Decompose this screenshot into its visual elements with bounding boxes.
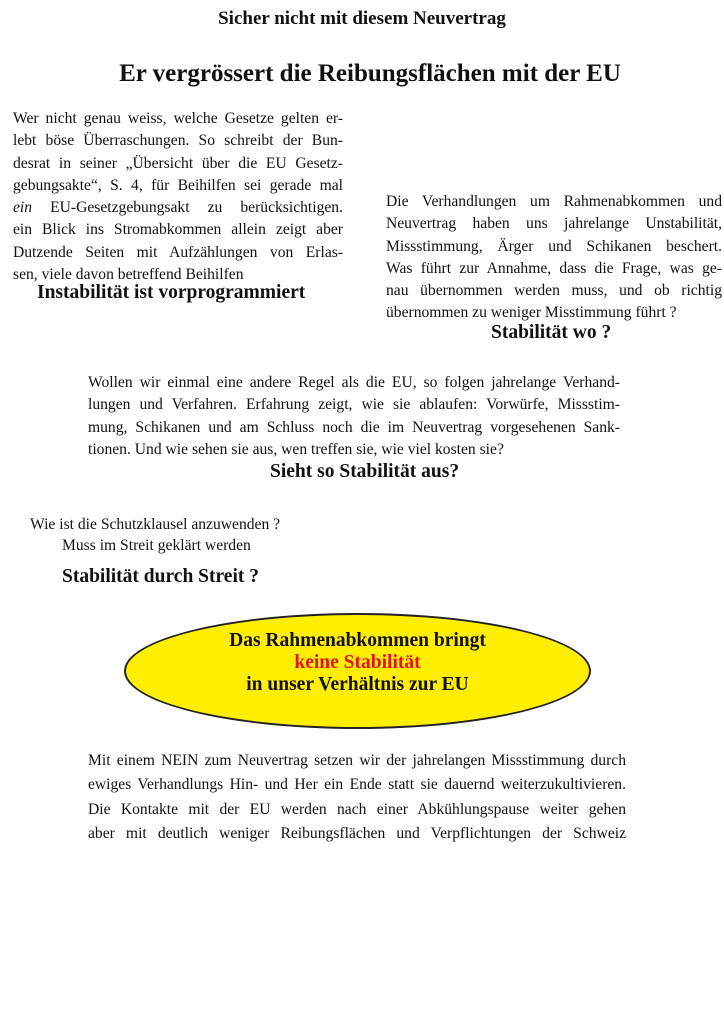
paragraph-line: Dutzende Seiten mit Aufzählungen von Erlas- <box>13 243 343 261</box>
paragraph-line: sen, viele davon betreffend Beihilfen <box>13 266 244 284</box>
paragraph-line: lungen und Verfahren. Erfahrung zeigt, wie sie ablaufen: Vorwürfe, Missstim- <box>88 396 620 414</box>
callout-line-3: in unser Verhältnis zur EU <box>246 674 469 695</box>
paragraph-line: Wollen wir einmal eine andere Regel als die EU, so folgen jahrelange Verhand- <box>88 374 620 391</box>
intro-paragraph <box>13 108 343 286</box>
paragraph-line: nau übernommen werden muss, und ob richtig <box>386 282 722 300</box>
paragraph-line: ein Blick ins Stromabkommen allein zeigt aber <box>13 221 343 239</box>
paragraph-line: Die Kontakte mit der EU werden nach einer Abkühlungspause weiter gehen <box>88 800 626 818</box>
paragraph-line: Neuvertrag haben uns jahrelange Unstabilität, <box>386 215 722 233</box>
paragraph-line: aber mit deutlich weniger Reibungsflächen und Verpflichtungen der Schweiz <box>88 824 626 842</box>
paragraph-line: mung, Schikanen und am Schluss noch die im Neuvertrag vorgesehenen Sank- <box>88 418 620 436</box>
protection-clause-question: Wie ist die Schutzklausel anzuwenden ? <box>30 516 281 533</box>
rules-paragraph <box>88 372 620 461</box>
paragraph-line: Wer nicht genau weiss, welche Gesetze gelten er- <box>13 110 343 127</box>
conclusion-paragraph <box>88 749 626 846</box>
paragraph-line: gebungsakte“, S. 4, für Beihilfen sei gerade mal <box>13 176 343 194</box>
section-heading-instability: Instabilität ist vorprogrammiert <box>37 282 306 303</box>
paragraph-line-with-emphasis <box>13 197 343 219</box>
paragraph-line: Die Verhandlungen um Rahmenabkommen und <box>386 193 722 210</box>
paragraph-line: Mit einem NEIN zum Neuvertrag setzen wir der jahrelangen Missstimmung durch <box>88 752 626 769</box>
paragraph-line: Was führt zur Annahme, dass die Frage, was ge- <box>386 259 722 277</box>
protection-clause-answer: Muss im Streit geklärt werden <box>62 537 251 554</box>
callout-text <box>124 630 591 696</box>
page-title: Er vergrössert die Reibungsflächen mit der EU <box>119 60 621 87</box>
paragraph-line-rest: EU-Gesetzgebungsakt zu berücksichtigen. <box>50 199 343 217</box>
negotiations-paragraph <box>386 191 722 325</box>
paragraph-line: Missstimmung, Ärger und Schikanen beschert. <box>386 237 722 255</box>
section-heading-stability-where: Stabilität wo ? <box>491 322 612 343</box>
callout-line-1: Das Rahmenabkommen bringt <box>229 630 486 651</box>
paragraph-line: desrat in seiner „Übersicht über die EU Gesetz- <box>13 154 343 172</box>
emphasis-word: ein <box>13 199 33 217</box>
paragraph-line: ewiges Verhandlungs Hin- und Her ein Ende statt sie dauernd weiterzukultivieren. <box>88 776 626 794</box>
top-line: Sicher nicht mit diesem Neuvertrag <box>218 8 506 29</box>
paragraph-line: übernommen zu weniger Misstimmung führt ? <box>386 304 677 322</box>
paragraph-line: lebt böse Überraschungen. So schreibt der Bun- <box>13 132 343 150</box>
paragraph-line: tionen. Und wie sehen sie aus, wen treffen sie, wie viel kosten sie? <box>88 440 504 458</box>
callout-line-2: keine Stabilität <box>294 652 421 673</box>
section-heading-looks-like-stability: Sieht so Stabilität aus? <box>270 461 460 482</box>
section-heading-stability-through-dispute: Stabilität durch Streit ? <box>62 566 259 587</box>
